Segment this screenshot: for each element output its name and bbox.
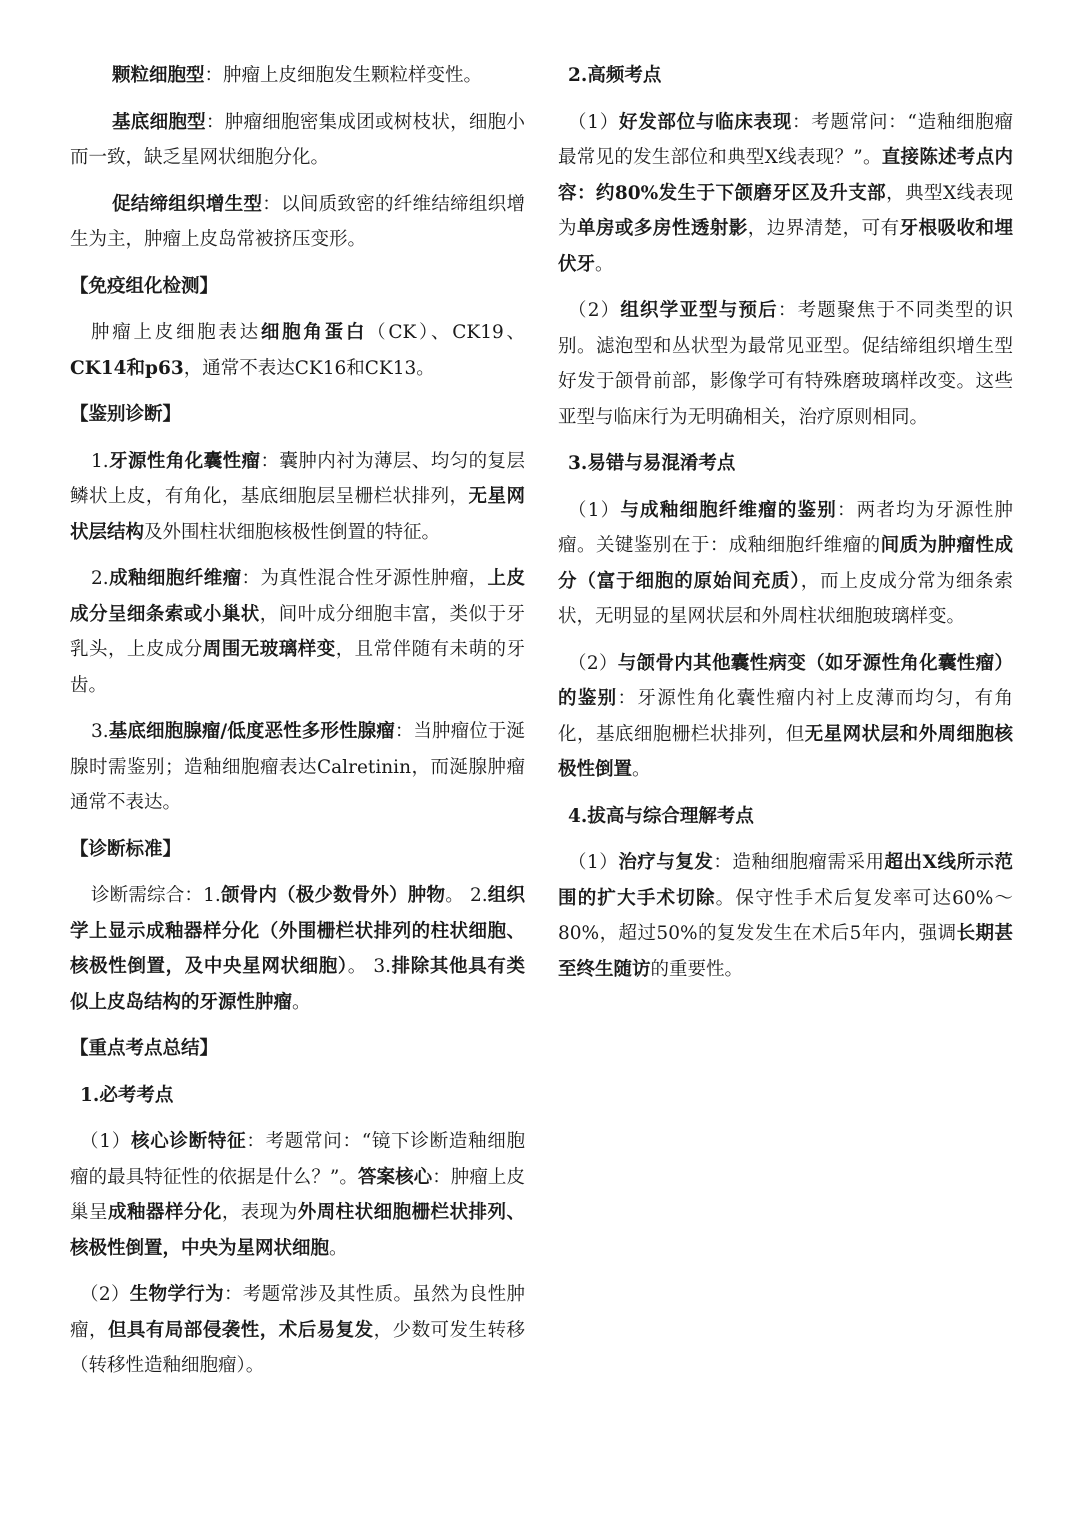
bold-text: 与成釉细胞纤维瘤的鉴别 <box>620 499 837 521</box>
text: （2） <box>568 300 621 321</box>
bold-text: 组织学上显示成釉器样分化（外围栅栏状排列的柱状细胞、核极性倒置，及中央星网状细胞） <box>70 885 525 977</box>
bold-text: 好发部位与临床表现 <box>618 111 793 133</box>
bold-text: 核心诊断特征 <box>130 1131 247 1152</box>
text: ：囊肿内衬为薄层、均匀的复层鳞状上皮，有角化，基底细胞层呈栅栏状排列， <box>70 450 525 507</box>
bold-text: 细胞角蛋白 <box>260 322 368 343</box>
text: ，表现为 <box>221 1202 298 1223</box>
right-column <box>558 58 1013 998</box>
subsection-heading <box>558 446 1013 482</box>
bold-text: 周围无玻璃样变 <box>202 639 336 660</box>
text: （CK）、CK19、 <box>367 322 525 343</box>
section-heading <box>70 269 525 305</box>
bold-text: 超出X线所示范围的扩大手术切除 <box>558 852 1013 909</box>
paragraph <box>70 1277 525 1384</box>
bold-text: 【免疫组化检测】 <box>70 275 219 297</box>
text: 及外围柱状细胞核极性倒置的特征。 <box>144 521 441 543</box>
text: 诊断需综合：1. <box>91 885 221 906</box>
bold-text: 生物学行为 <box>129 1284 224 1305</box>
subsection-heading <box>558 799 1013 835</box>
text: 的重要性。 <box>650 958 744 980</box>
bold-text: 促结缔组织增生型 <box>112 193 263 215</box>
text: ，少数可发生转移（转移性造釉细胞瘤）。 <box>70 1319 525 1376</box>
text: ，边界清楚，可有 <box>747 218 900 239</box>
text: ，而上皮成分常为细条索状，无明显的星网状层和外周柱状细胞玻璃样变。 <box>558 570 1013 627</box>
text: 。 3. <box>347 956 392 977</box>
subsection-heading <box>558 58 1013 94</box>
text: ，且常伴随有未萌的牙齿。 <box>70 639 525 696</box>
text: ，典型X线表现为 <box>558 182 1014 239</box>
text: （1） <box>80 1131 131 1152</box>
bold-text: 基底细胞腺瘤/低度恶性多形性腺瘤 <box>108 721 395 742</box>
bold-text: 1.必考考点 <box>80 1084 174 1106</box>
bold-text: 【重点考点总结】 <box>70 1038 219 1059</box>
text: 1. <box>91 450 109 472</box>
paragraph <box>70 878 525 1020</box>
text: （1） <box>568 111 619 133</box>
section-heading <box>70 397 525 433</box>
bold-text: 排除其他具有类似上皮岛结构的牙源性肿瘤 <box>70 956 525 1013</box>
text: ：为真性混合性牙源性肿瘤， <box>241 568 488 589</box>
bold-text: 与颌骨内其他囊性病变（如牙源性角化囊性瘤）的鉴别 <box>558 652 1013 709</box>
section-heading <box>70 1031 525 1067</box>
paragraph <box>70 58 525 94</box>
bold-text: 2.高频考点 <box>568 65 662 86</box>
text: 。保守性手术后复发率可达60%～80%，超过50%的复发发生在术后5年内，强调 <box>558 887 1013 944</box>
paragraph <box>70 444 525 551</box>
text: （1） <box>568 499 621 521</box>
bold-text: 但具有局部侵袭性，术后易复发 <box>107 1319 374 1341</box>
bold-text: 外周柱状细胞栅栏状排列、核极性倒置，中央为星网状细胞 <box>70 1202 525 1259</box>
bold-text: 【诊断标准】 <box>70 838 182 860</box>
text: 3. <box>91 721 109 742</box>
text: ：牙源性角化囊性瘤内衬上皮薄而均匀，有角化，基底细胞栅栏状排列，但 <box>558 688 1013 745</box>
paragraph <box>70 105 525 176</box>
bold-text: 无星网状层结构 <box>70 486 525 543</box>
bold-text: 成釉细胞纤维瘤 <box>108 568 242 589</box>
paragraph <box>558 293 1013 435</box>
bold-text: 3.易错与易混淆考点 <box>568 453 736 474</box>
text: ：造釉细胞瘤需采用 <box>713 852 885 873</box>
text: （1） <box>568 852 619 873</box>
subsection-heading <box>70 1078 525 1114</box>
paragraph <box>70 187 525 258</box>
bold-text: 牙源性角化囊性瘤 <box>108 450 261 472</box>
text: ：考题常涉及其性质。虽然为良性肿瘤， <box>70 1284 525 1341</box>
bold-text: 基底细胞型 <box>112 111 206 133</box>
text: ：肿瘤上皮巢呈 <box>70 1166 525 1223</box>
bold-text: 长期甚至终生随访 <box>558 923 1013 980</box>
bold-text: 间质为肿瘤性成分（富于细胞的原始间充质） <box>558 535 1013 592</box>
text: （2） <box>568 652 618 674</box>
text: 2. <box>91 568 109 589</box>
bold-text: 单房或多房性透射影 <box>576 218 748 239</box>
paragraph <box>558 646 1013 788</box>
bold-text: CK14和p63 <box>70 357 184 379</box>
text: ：肿瘤细胞密集成团或树枝状，细胞小而一致，缺乏星网状细胞分化。 <box>70 111 525 168</box>
text: ，通常不表达CK16和CK13。 <box>183 357 435 379</box>
bold-text: 无星网状层和外周细胞核极性倒置 <box>558 723 1013 780</box>
paragraph <box>70 315 525 386</box>
text: ：以间质致密的纤维结缔组织增生为主，肿瘤上皮岛常被挤压变形。 <box>70 193 525 250</box>
text: 。 <box>595 253 614 275</box>
bold-text: 治疗与复发 <box>618 852 714 873</box>
bold-text: 颗粒细胞型 <box>112 65 205 86</box>
bold-text: 直接陈述考点内容：约80%发生于下颌磨牙区及升支部 <box>558 147 1013 204</box>
text: ：两者均为牙源性肿瘤。关键鉴别在于：成釉细胞纤维瘤的 <box>558 499 1013 556</box>
bold-text: 4.拔高与综合理解考点 <box>568 805 754 827</box>
text: 肿瘤上皮细胞表达 <box>91 322 261 343</box>
text: ：考题聚焦于不同类型的识别。滤泡型和丛状型为最常见亚型。促结缔组织增生型好发于颌骨前部，影像学可有特殊磨玻璃样改变。这些亚型与临床行为无明确相关，治疗原则相同。 <box>558 300 1013 428</box>
text: 。 <box>632 759 651 780</box>
text: ：考题常问：“镜下诊断造釉细胞瘤的最具特征性的依据是什么？”。 <box>70 1131 525 1188</box>
left-column <box>70 58 525 1395</box>
bold-text: 上皮成分呈细条索或小巢状 <box>70 568 525 625</box>
paragraph <box>558 493 1013 635</box>
text: ：肿瘤上皮细胞发生颗粒样变性。 <box>204 65 483 86</box>
text: 。 <box>329 1237 348 1259</box>
text: 。 2. <box>445 885 488 906</box>
bold-text: 答案核心 <box>357 1166 433 1188</box>
text: ：考题常问：“造釉细胞瘤最常见的发生部位和典型X线表现？”。 <box>558 111 1013 168</box>
bold-text: 组织学亚型与预后 <box>620 300 778 321</box>
bold-text: 成釉器样分化 <box>107 1202 222 1223</box>
text: ，间叶成分细胞丰富，类似于牙乳头，上皮成分 <box>70 603 525 660</box>
text: （2） <box>80 1284 130 1305</box>
bold-text: 颌骨内（极少数骨外）肿物 <box>220 885 446 906</box>
text: 。 <box>292 991 311 1013</box>
bold-text: 牙根吸收和埋伏牙 <box>558 218 1013 275</box>
paragraph <box>70 1124 525 1266</box>
paragraph <box>558 105 1013 283</box>
paragraph <box>70 714 525 821</box>
section-heading <box>70 832 525 868</box>
paragraph <box>70 561 525 703</box>
bold-text: 【鉴别诊断】 <box>70 404 182 425</box>
paragraph <box>558 845 1013 987</box>
text: ：当肿瘤位于涎腺时需鉴别；造釉细胞瘤表达Calretinin，而涎腺肿瘤通常不表达。 <box>70 721 525 813</box>
